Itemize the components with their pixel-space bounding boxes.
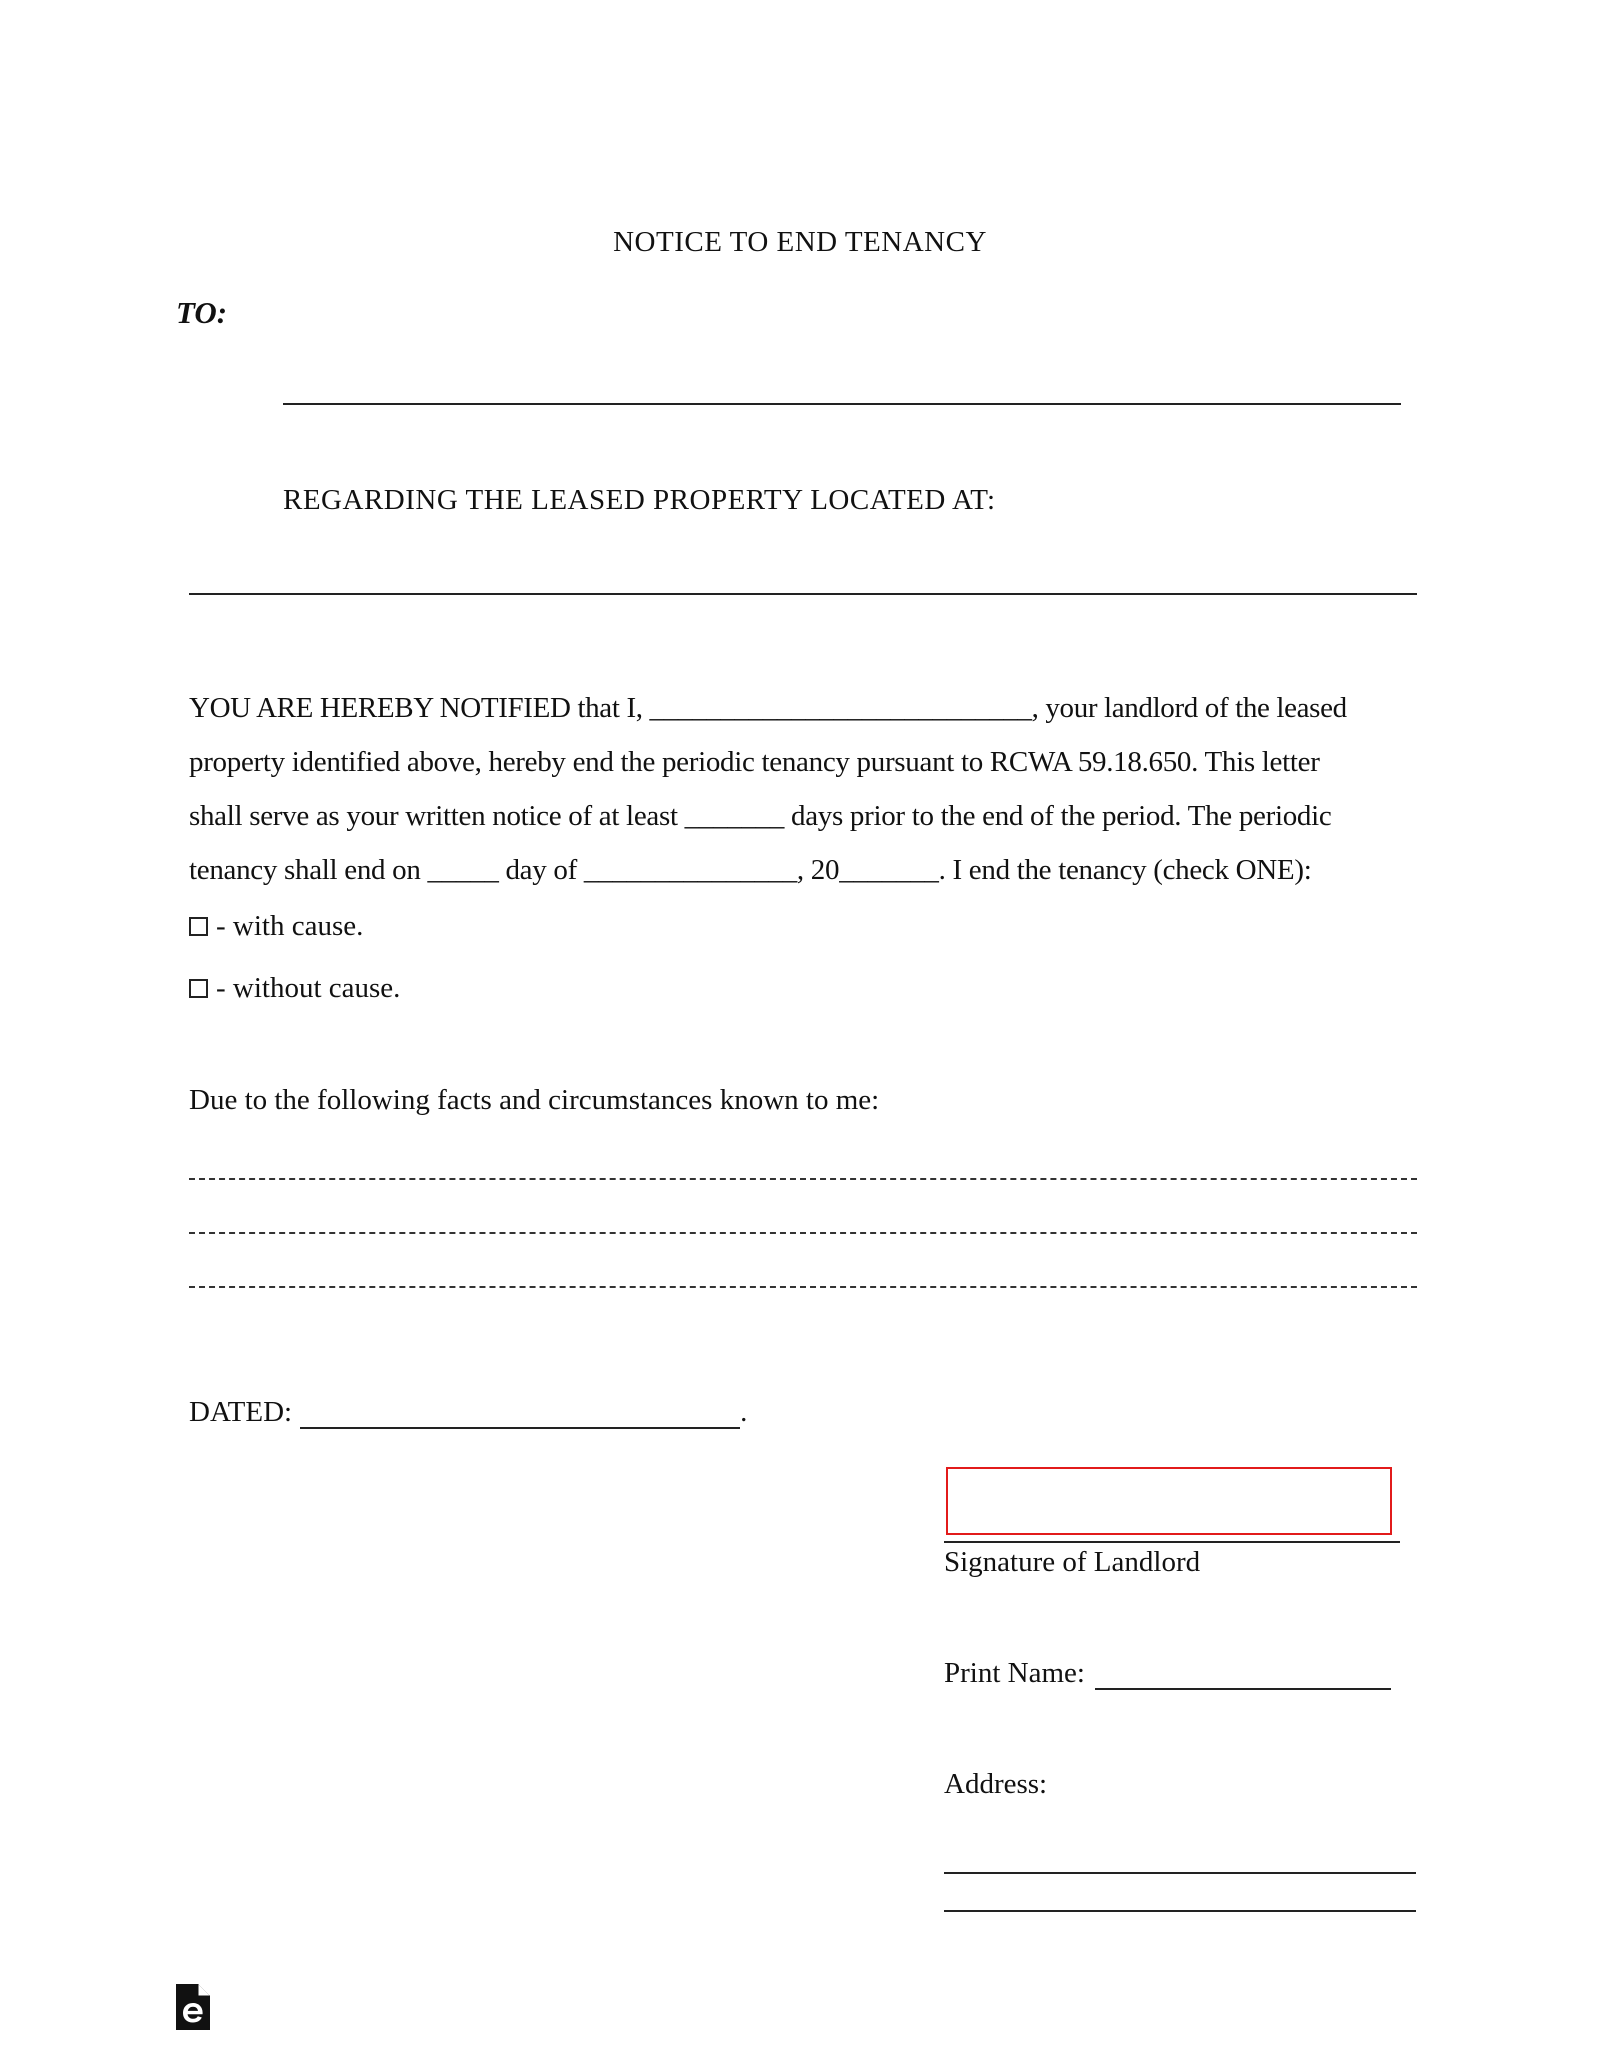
- print-name-label: Print Name:: [944, 1657, 1085, 1689]
- recipient-line[interactable]: [283, 403, 1401, 405]
- dated-field[interactable]: [300, 1399, 740, 1429]
- to-label: TO:: [176, 295, 228, 330]
- signature-field[interactable]: [946, 1467, 1392, 1535]
- signature-line: [944, 1541, 1400, 1543]
- address-line-2[interactable]: [944, 1910, 1416, 1912]
- notice-line-1: YOU ARE HEREBY NOTIFIED that I, ___________________________, your landlord of the leased: [189, 692, 1347, 724]
- with-cause-label: - with cause.: [216, 910, 364, 942]
- dated-label: DATED:: [189, 1396, 293, 1428]
- eforms-logo-icon: [176, 1984, 210, 2030]
- dated-row: [189, 1396, 747, 1429]
- notice-paragraph: [189, 681, 1429, 897]
- facts-line-3[interactable]: [189, 1286, 1417, 1288]
- regarding-label: REGARDING THE LEASED PROPERTY LOCATED AT:: [283, 484, 996, 516]
- print-name-row: [944, 1657, 1391, 1690]
- facts-label: Due to the following facts and circumstances known to me:: [189, 1084, 880, 1116]
- facts-line-1[interactable]: [189, 1178, 1417, 1180]
- property-address-line[interactable]: [189, 593, 1417, 595]
- signature-label: Signature of Landlord: [944, 1546, 1201, 1578]
- without-cause-label: - without cause.: [216, 972, 401, 1004]
- option-without-cause: [189, 972, 400, 1005]
- dated-end: .: [740, 1396, 748, 1428]
- facts-line-2[interactable]: [189, 1232, 1417, 1234]
- with-cause-checkbox[interactable]: [189, 917, 208, 936]
- print-name-field[interactable]: [1095, 1660, 1391, 1690]
- notice-line-2: property identified above, hereby end the periodic tenancy pursuant to RCWA 59.18.650. This letter: [189, 746, 1320, 778]
- option-with-cause: [189, 910, 363, 943]
- address-label: Address:: [944, 1768, 1048, 1800]
- without-cause-checkbox[interactable]: [189, 979, 208, 998]
- address-line-1[interactable]: [944, 1872, 1416, 1874]
- document-title: NOTICE TO END TENANCY: [613, 226, 987, 258]
- notice-line-3: shall serve as your written notice of at least _______ days prior to the end of the period. The periodic: [189, 800, 1332, 832]
- notice-line-4: tenancy shall end on _____ day of _______________, 20_______. I end the tenancy (check ONE):: [189, 854, 1312, 886]
